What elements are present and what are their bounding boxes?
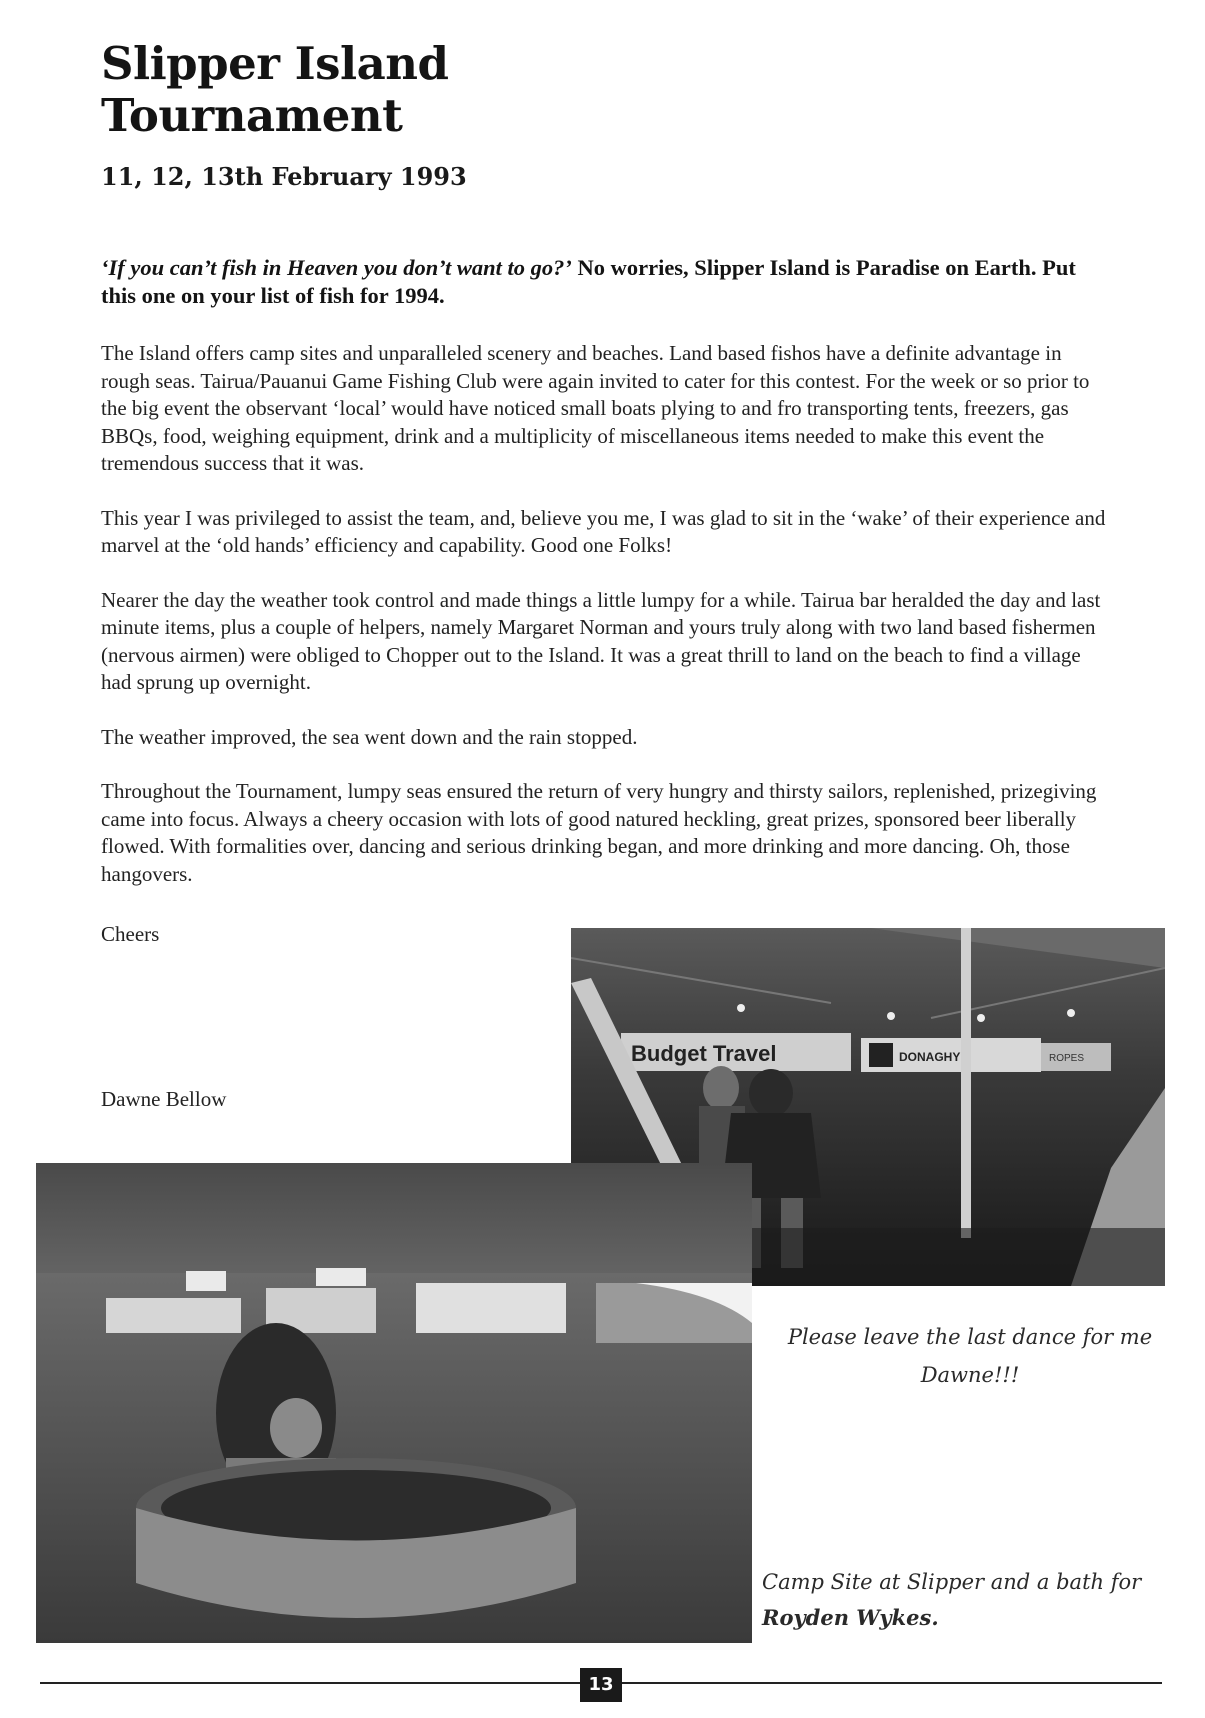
- article-body: [101, 340, 1106, 915]
- camp-photo-caption: [762, 1564, 1172, 1636]
- camp-site-photo-image: [36, 1163, 752, 1643]
- dance-caption-line1: Please leave the last dance for me: [787, 1325, 1153, 1349]
- event-dates: 11, 12, 13th February 1993: [101, 162, 467, 191]
- article-title-line2: Tournament: [101, 89, 403, 142]
- article-title-line1: Slipper Island: [101, 37, 449, 90]
- camp-caption-name: Royden Wykes.: [762, 1605, 939, 1630]
- tent-banner-small-text: ROPES: [1049, 1053, 1085, 1064]
- footer-rule-left: [40, 1682, 580, 1684]
- body-paragraph-5: Throughout the Tournament, lumpy seas ensured the return of very hungry and thirsty sailors, replenished, prizegiving came into focus. Always a cheery occasion with lots of good natured heckling, great prizes, sponsored beer liberally flowed. With formalities over, dancing and serious drinking began, and more drinking and more dancing. Oh, those hangovers.: [101, 779, 1097, 886]
- lead-rest: No worries, Slipper Island is Paradise on Earth. Put this one on your list of fish for 1994.: [101, 255, 1076, 308]
- tent-banner-left-text: Budget Travel: [631, 1041, 777, 1066]
- body-paragraph-3: Nearer the day the weather took control and made things a little lumpy for a while. Tairua bar heralded the day and last minute items, plus a couple of helpers, namely Margaret Norman and yours truly along with two land based fishermen (nervous airmen) were obliged to Chopper out to the Island. It was a great thrill to land on the beach to find a village had sprung up overnight.: [101, 587, 1101, 694]
- camp-site-photo: [36, 1163, 752, 1643]
- dance-caption-line2: Dawne!!!: [920, 1363, 1020, 1387]
- article-title: [101, 38, 448, 142]
- author-signature: Dawne Bellow: [101, 1087, 227, 1111]
- footer-rule-right: [622, 1682, 1162, 1684]
- camp-caption-line1: Camp Site at Slipper and a bath for: [762, 1570, 1142, 1594]
- page-number: 13: [580, 1668, 622, 1702]
- dance-photo-caption: [770, 1318, 1170, 1394]
- closing-text: Cheers: [101, 922, 160, 946]
- body-paragraph-2: This year I was privileged to assist the team, and, believe you me, I was glad to sit in the ‘wake’ of their experience and marvel at the ‘old hands’ efficiency and capability. Good one Folks!: [101, 505, 1106, 557]
- lead-quote: ‘If you can’t fish in Heaven you don’t want to go?’: [101, 255, 572, 280]
- body-paragraph-4: The weather improved, the sea went down and the rain stopped.: [101, 724, 638, 749]
- lead-paragraph: [101, 254, 1106, 310]
- body-paragraph-1: The Island offers camp sites and unparalleled scenery and beaches. Land based fishos have a definite advantage in rough seas. Tairua/Pauanui Game Fishing Club were again invited to cater for this contest. For the week or so prior to the big event the observant ‘local’ would have noticed small boats plying to and fro transporting tents, freezers, gas BBQs, food, weighing equipment, drink and a multiplicity of miscellaneous items needed to make this event the tremendous success that it was.: [101, 341, 1090, 475]
- tent-banner-right-text: DONAGHY: [899, 1050, 961, 1064]
